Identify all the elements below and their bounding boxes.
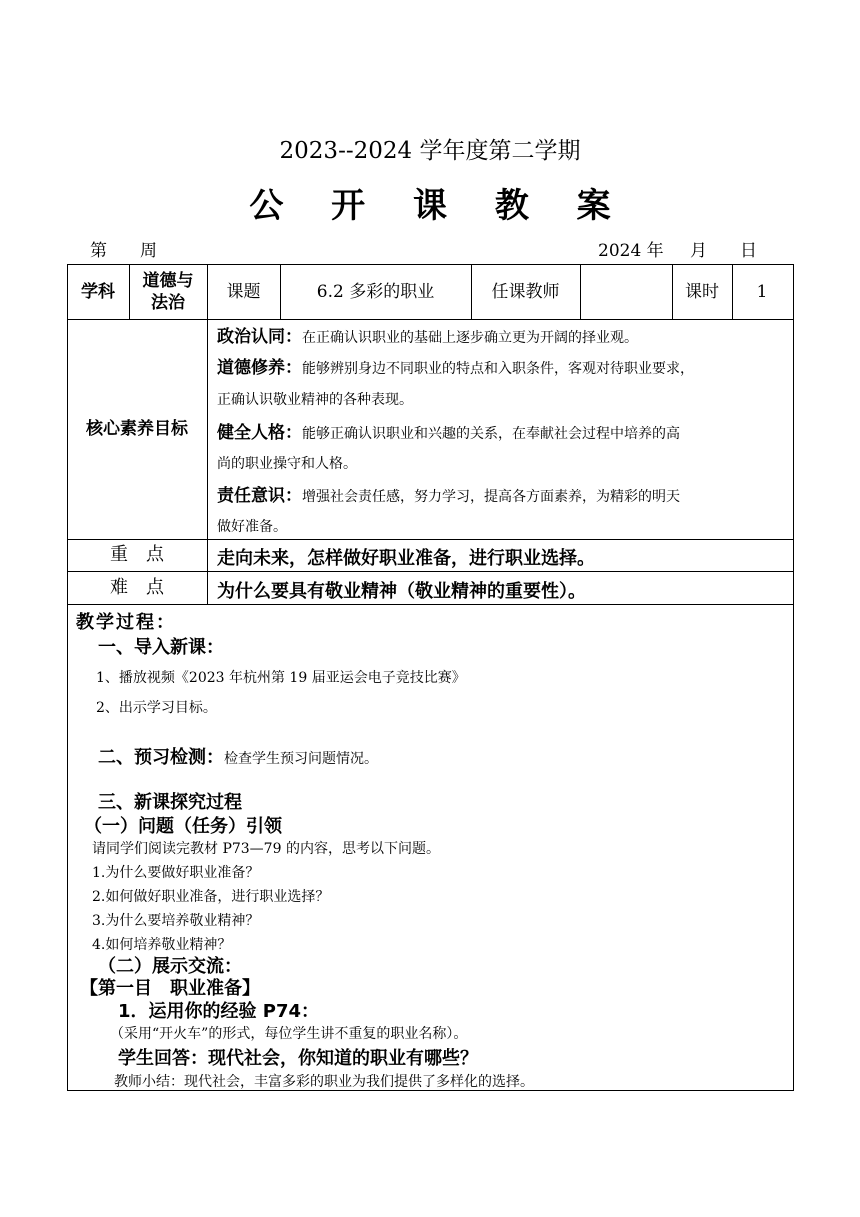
date-month: 月 — [690, 241, 707, 261]
topic-label: 课题 — [226, 281, 261, 302]
section-title: 二、预习检测： — [98, 747, 224, 768]
goals-label: 核心素养目标 — [86, 419, 188, 439]
question-item: 1.为什么要做好职业准备？ — [92, 865, 260, 881]
subject-value-line2: 法治 — [151, 292, 185, 313]
question-item: 3.为什么要培养敬业精神？ — [92, 913, 260, 929]
section-line — [98, 743, 378, 769]
goal-text: 增强社会责任感，努力学习，提高各方面素养，为精彩的明天 — [302, 489, 680, 505]
goal-item — [217, 418, 787, 450]
section-title: 三、新课探究过程 — [98, 792, 242, 813]
teacher-value — [580, 264, 672, 319]
goal-text: 能够正确认识职业和兴趣的关系，在奉献社会过程中培养的高 — [302, 426, 680, 442]
goal-item — [217, 481, 787, 513]
goal-key: 责任意识： — [217, 486, 302, 506]
part-title: 【第一目 职业准备】 — [80, 978, 260, 999]
key-point-text: 走向未来，怎样做好职业准备，进行职业选择。 — [217, 548, 595, 569]
question-item: 4.如何培养敬业精神？ — [92, 937, 232, 953]
subsection-title: （二）展示交流： — [98, 956, 242, 977]
date-day: 日 — [740, 241, 757, 261]
period-label: 课时 — [685, 281, 719, 302]
key-point-label: 重 点 — [110, 544, 164, 565]
document-title: 公 开 课 教 案 — [249, 186, 629, 226]
term-title: 2023--2024 学年度第二学期 — [279, 138, 581, 164]
activity-note: （采用“开火车”的形式，每位学生讲不重复的职业名称）。 — [110, 1026, 468, 1042]
student-answer: 学生回答：现代社会，你知道的职业有哪些？ — [118, 1048, 478, 1069]
subject-label: 学科 — [81, 281, 115, 302]
teacher-label: 任课教师 — [491, 281, 560, 302]
goal-key: 健全人格： — [217, 423, 302, 443]
list-item: 1、播放视频《2023 年杭州第 19 届亚运会电子竞技比赛》 — [96, 670, 466, 686]
goal-item — [217, 322, 787, 354]
section-title: 一、导入新课： — [98, 637, 224, 658]
week-label: 第 — [90, 241, 107, 261]
question-item: 2.如何做好职业准备，进行职业选择？ — [92, 889, 330, 905]
list-item: 2、出示学习目标。 — [96, 700, 217, 716]
subject-value — [129, 264, 207, 319]
difficulty-text: 为什么要具有敬业精神（敬业精神的重要性）。 — [217, 581, 586, 602]
goal-text-continued: 做好准备。 — [217, 519, 287, 535]
date-year: 2024 年 — [598, 241, 664, 261]
teacher-summary: 教师小结：现代社会，丰富多彩的职业为我们提供了多样化的选择。 — [114, 1074, 534, 1090]
subject-value-line1: 道德与 — [142, 270, 194, 291]
goal-text-continued: 尚的职业操守和人格。 — [217, 456, 357, 472]
week-unit: 周 — [140, 241, 157, 261]
goal-key: 道德修养： — [217, 358, 302, 378]
process-heading: 教学过程： — [76, 612, 176, 633]
section-text: 检查学生预习问题情况。 — [224, 751, 378, 767]
topic-value: 6.2 多彩的职业 — [316, 281, 435, 302]
row-divider — [67, 604, 793, 605]
instruction-text: 请同学们阅读完教材 P73—79 的内容，思考以下问题。 — [92, 841, 440, 857]
goal-text: 能够辨别身边不同职业的特点和入职条件，客观对待职业要求， — [302, 361, 694, 377]
goal-key: 政治认同： — [217, 327, 302, 347]
goal-item — [217, 353, 787, 385]
goal-text: 在正确认识职业的基础上逐步确立更为开阔的择业观。 — [302, 330, 638, 346]
difficulty-label: 难 点 — [110, 576, 164, 598]
activity-title: 1．运用你的经验 P74： — [118, 1001, 320, 1022]
goal-text-continued: 正确认识敬业精神的各种表现。 — [217, 392, 413, 408]
subsection-title: （一）问题（任务）引领 — [84, 816, 282, 837]
period-value: 1 — [756, 281, 768, 302]
